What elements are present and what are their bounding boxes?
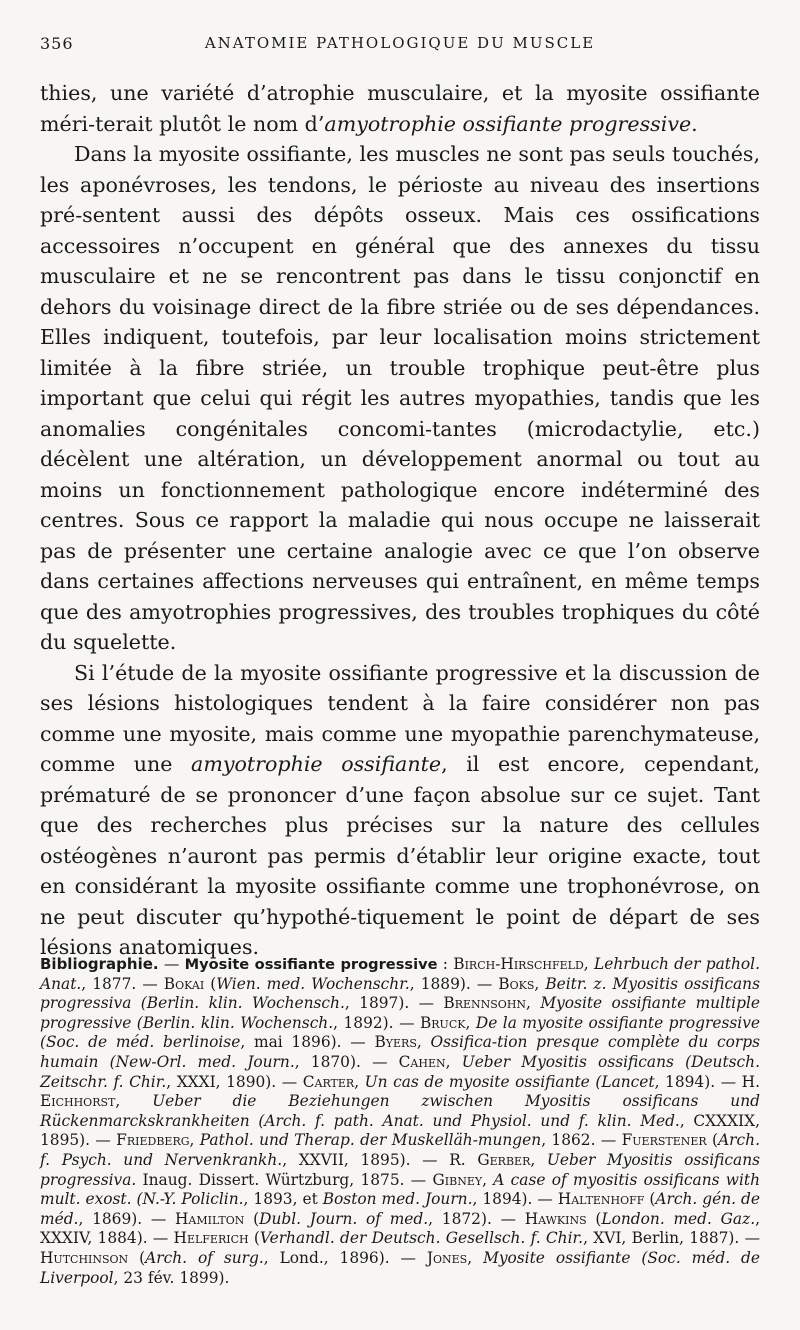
reference-work: Ueber Myositis ossificans (Deutsch. Zeitschr. f. Chir. xyxy=(40,1052,760,1091)
bibliography-reference: H. Eichhorst, Ueber die Beziehungen zwischen Myositis ossificans und Rückenmarckskrankheiten (Arch. f. path. Anat. und Physiol. und f. klin. Med., CXXXIX, 1895). — xyxy=(40,1072,760,1150)
reference-details: , 1893, et xyxy=(243,1190,323,1209)
reference-author: Boks xyxy=(498,974,535,993)
paragraph-3-text: Si l’étude de la myosite ossifiante progressive et la discussion de ses lésions histologiques tendent à la faire considérer non pas comme une myosite, mais comme une myopathie parenchymateuse, comme une xyxy=(40,660,760,776)
bibliography-reference: Gibney, A case of myositis ossificans with mult. exost. (N.-Y. Policlin., 1893, et xyxy=(40,1170,760,1209)
reference-author: Bokai xyxy=(163,974,205,993)
bibliography-dash: — xyxy=(158,955,185,973)
bibliography-reference: Byers, Ossifica-tion presque complète du corps humain (New-Orl. med. Journ., 1870). — xyxy=(40,1033,760,1071)
bibliography-reference xyxy=(174,1229,760,1247)
reference-details: , CXXXIX, 1895). — xyxy=(40,1111,760,1150)
reference-work: Myosite ossifiante (Soc. méd. de Liverpool xyxy=(40,1248,760,1287)
reference-work: Myosite ossifiante multiple progressive (Berlin. klin. Wochensch. xyxy=(40,994,760,1032)
reference-author: Byers xyxy=(374,1033,417,1052)
reference-author: Cahen xyxy=(398,1052,446,1071)
reference-work: Lehrbuch der pathol. Anat. xyxy=(40,955,760,993)
reference-details: Inaug. Dissert. Würtzburg, 1875. — xyxy=(136,1170,433,1189)
reference-author: Bruck xyxy=(419,1013,466,1032)
reference-open: ( xyxy=(586,1209,602,1228)
paragraph-3-end: , il est encore, cependant, prématuré de se prononcer d’une façon absolue sur ce sujet. Tant que des recherches plus précises sur la nature des cellules ostéogènes n’auront pas permis d’établir leur origine exacte, tout en considérant la myosite ossifiante comme une trophonévrose, on ne peut discuter qu’hypothé-tiquement le point de départ de ses lésions anatomiques. xyxy=(40,752,760,959)
reference-author: H. Eichhorst xyxy=(40,1072,760,1111)
reference-author: Jones xyxy=(426,1248,468,1267)
bibliography-reference: Jones, Myosite ossifiante (Soc. méd. de Liverpool, 23 fév. 1899). xyxy=(40,1248,760,1287)
paragraph-1-emphasis: amyotrophie ossifiante progressive xyxy=(324,111,692,136)
reference-details: , 1892). — xyxy=(333,1013,420,1032)
bibliography-reference: Friedberg, Pathol. und Therap. der Muskelläh-mungen, 1862. — xyxy=(116,1131,622,1150)
reference-open: ( xyxy=(244,1209,260,1228)
bibliography-topic: Myosite ossifiante progressive xyxy=(184,956,438,973)
reference-author: Helferich xyxy=(173,1229,249,1248)
bibliography-reference: Bruck, De la myosite ossifiante progressive (Soc. de méd. berlinoise, mai 1896). — xyxy=(40,1013,760,1052)
reference-work: Boston med. Journ. xyxy=(322,1190,473,1209)
reference-details: , 1897). — xyxy=(344,994,444,1013)
reference-details: , 23 fév. 1899). xyxy=(113,1268,230,1287)
reference-work: Dubl. Journ. of med. xyxy=(259,1209,429,1228)
reference-details: , mai 1896). — xyxy=(240,1033,375,1052)
reference-author: Fuerstener xyxy=(621,1131,707,1150)
paragraph-2: Dans la myosite ossifiante, les muscles ne sont pas seuls touchés, les aponévroses, les tendons, le périoste au niveau des insertions pré-sentent aussi des dépôts osseux. Mais ces ossifications accessoires n’occupent en général que des annexes du tissu musculaire et ne se rencontrent pas dans le tissu conjonctif en dehors du voisinage direct de la fibre striée ou de ses dépendances. Elles indiquent, toutefois, par leur localisation moins strictement limitée à la fibre striée, un trouble trophique peut-être plus important que celui qui régit les autres myopathies, tandis que les anomalies congénitales concomi-tantes (microdactylie, etc.) décèlent une altération, un développement anormal ou tout au moins un fonctionnement pathologique encore indéterminé des centres. Sous ce rapport la maladie qui nous occupe ne laisserait pas de présenter une certaine analogie avec ce que l’on observe dans certaines affections nerveuses qui entraînent, en même temps que des amyotrophies progressives, des troubles trophiques du côté du squelette. xyxy=(40,142,760,654)
reference-details: , XVI, Berlin, 1887). — xyxy=(583,1229,760,1248)
reference-open: ( xyxy=(644,1190,656,1209)
main-text xyxy=(40,78,760,963)
reference-open: ( xyxy=(706,1131,719,1150)
page-number: 356 xyxy=(40,34,74,53)
reference-details: , 1877. — xyxy=(81,974,164,993)
reference-author: Carter xyxy=(302,1072,355,1091)
reference-details: , 1894). — xyxy=(654,1072,742,1091)
reference-details: , 1870). — xyxy=(294,1052,399,1071)
paragraph-1-text: thies, une variété d’atrophie musculaire, et la myosite ossifiante méri-terait plutôt le nom d’ xyxy=(40,81,760,136)
running-title: ANATOMIE PATHOLOGIQUE DU MUSCLE xyxy=(204,34,596,52)
reference-author: Brennsohn xyxy=(443,994,527,1013)
reference-details: , 1894). — xyxy=(472,1190,558,1209)
reference-author: Hamilton xyxy=(175,1209,245,1228)
reference-work: Verhandl. der Deutsch. Gesellsch. f. Chir. xyxy=(259,1229,584,1248)
reference-author: Hawkins xyxy=(524,1209,587,1228)
reference-details: , 1869). — xyxy=(78,1209,175,1228)
page-header xyxy=(40,28,760,68)
reference-work: Un cas de myosite ossifiante (Lancet xyxy=(364,1072,655,1091)
bibliography-reference xyxy=(40,1249,427,1267)
reference-details: , XXXIV, 1884). — xyxy=(40,1209,761,1248)
bibliography-label: Bibliographie. xyxy=(40,955,159,973)
reference-author: Gibney xyxy=(432,1170,483,1189)
reference-work: Ossifica-tion presque complète du corps humain (New-Orl. med. Journ. xyxy=(40,1033,760,1071)
reference-work: De la myosite ossifiante progressive (Soc. de méd. berlinoise xyxy=(40,1013,760,1052)
bibliography-reference xyxy=(175,1210,525,1228)
bibliography-reference: Cahen, Ueber Myositis ossificans (Deutsch. Zeitschr. f. Chir., XXXI, 1890). — xyxy=(40,1052,760,1091)
paragraph-1-end: . xyxy=(691,111,698,136)
reference-author: Birch-Hirschfeld xyxy=(453,955,584,973)
reference-open: ( xyxy=(204,974,217,993)
reference-work: Wien. med. Wochenschr. xyxy=(216,974,410,993)
reference-details: , XXXI, 1890). — xyxy=(166,1072,303,1091)
reference-details: , 1862. — xyxy=(541,1131,622,1150)
paragraph-3-emphasis: amyotrophie ossifiante xyxy=(191,752,442,776)
bibliography-references xyxy=(40,955,760,1287)
reference-author: Hutchinson xyxy=(40,1248,129,1267)
reference-work: London. med. Gaz. xyxy=(601,1209,756,1228)
reference-work: Arch. gén. de méd. xyxy=(40,1190,761,1228)
reference-details: , 1889). — xyxy=(409,974,499,993)
reference-work: A case of myositis ossificans with mult. exost. (N.-Y. Policlin. xyxy=(40,1170,760,1209)
reference-details: , Lond., 1896). — xyxy=(263,1248,427,1267)
reference-work: Ueber die Beziehungen zwischen Myositis ossificans und Rückenmarckskrankheiten (Arch. f. path. Anat. und Physiol. und f. klin. Med. xyxy=(40,1092,760,1130)
reference-details: , XXVII, 1895). — xyxy=(282,1150,450,1169)
reference-work: Arch. of surg. xyxy=(145,1248,264,1267)
bibliography-reference: R. Gerber, Ueber Myositis ossificans progressiva. Inaug. Dissert. Würtzburg, 1875. — xyxy=(40,1150,761,1189)
reference-work: Beitr. z. Myositis ossificans progressiva (Berlin. klin. Wochensch. xyxy=(40,974,760,1013)
reference-work: Pathol. und Therap. der Muskelläh-mungen xyxy=(199,1131,542,1150)
bibliography-reference: Birch-Hirschfeld, Lehrbuch der pathol. Anat., 1877. — xyxy=(40,955,760,993)
reference-details: , 1872). — xyxy=(428,1209,525,1228)
bibliography-reference: Boks, Beitr. z. Myositis ossificans progressiva (Berlin. klin. Wochensch., 1897). — xyxy=(40,974,760,1013)
bibliography-reference xyxy=(323,1190,558,1208)
reference-author: Haltenhoff xyxy=(557,1190,645,1209)
paragraph-1 xyxy=(40,78,760,139)
reference-open: ( xyxy=(248,1229,260,1248)
reference-work: Arch. f. Psych. und Nervenkrankh. xyxy=(40,1131,760,1169)
bibliography-reference: Brennsohn, Myosite ossifiante multiple progressive (Berlin. klin. Wochensch., 1892). — xyxy=(40,994,760,1032)
reference-author: R. Gerber xyxy=(449,1150,531,1169)
reference-open: ( xyxy=(128,1248,146,1267)
paragraph-3 xyxy=(40,658,760,963)
reference-work: Ueber Myositis ossificans progressiva. xyxy=(40,1150,761,1189)
bibliography-reference xyxy=(164,975,499,993)
bibliography-colon: : xyxy=(437,955,454,973)
bibliography-reference: Carter, Un cas de myosite ossifiante (Lancet, 1894). — xyxy=(302,1072,742,1091)
bibliography xyxy=(40,955,760,1288)
reference-author: Friedberg xyxy=(116,1131,190,1150)
